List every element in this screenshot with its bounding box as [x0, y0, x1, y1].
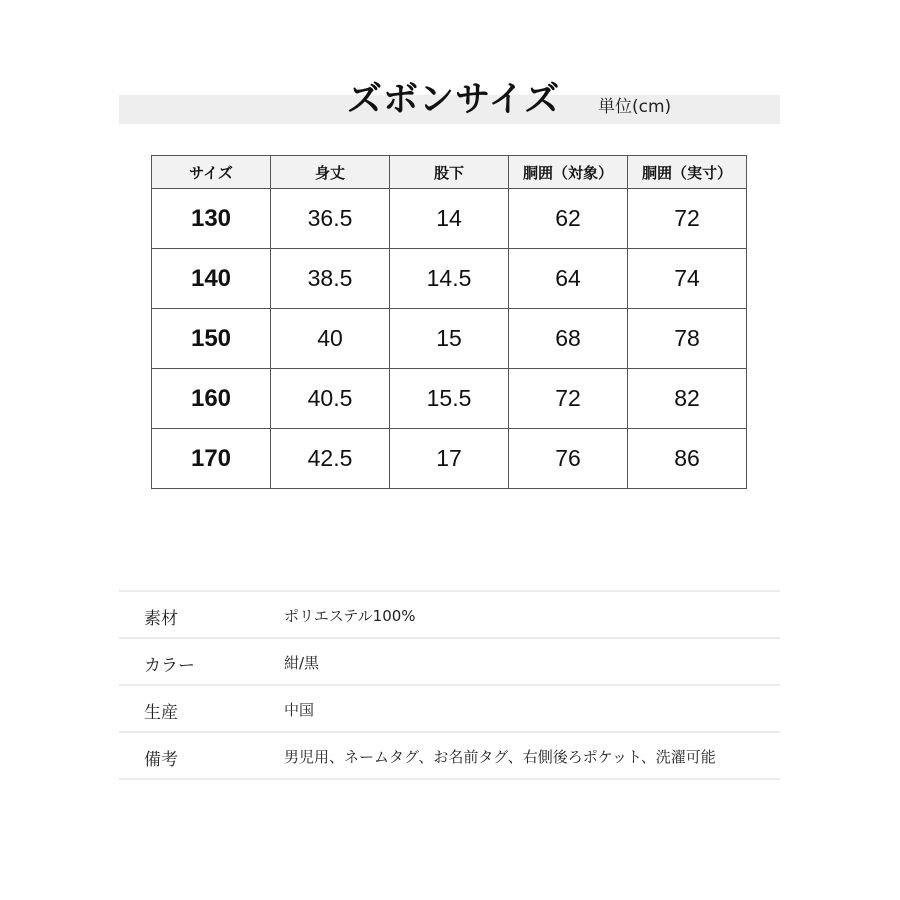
table-row — [152, 429, 747, 489]
cell-size: 130 — [152, 189, 271, 249]
cell-waist-target: 64 — [509, 249, 628, 309]
header-size: サイズ — [152, 156, 271, 189]
header-waist-target: 胴囲（対象） — [509, 156, 628, 189]
spec-row-material — [119, 590, 780, 637]
cell-length: 40.5 — [271, 369, 390, 429]
header-inseam: 股下 — [390, 156, 509, 189]
cell-waist-actual: 78 — [628, 309, 747, 369]
spec-row-origin — [119, 684, 780, 731]
spec-label: 生産 — [144, 703, 178, 723]
cell-length: 38.5 — [271, 249, 390, 309]
cell-waist-actual: 72 — [628, 189, 747, 249]
cell-waist-target: 68 — [509, 309, 628, 369]
spec-value: 男児用、ネームタグ、お名前タグ、右側後ろポケット、洗濯可能 — [284, 748, 716, 766]
header-length: 身丈 — [271, 156, 390, 189]
size-table — [151, 155, 747, 489]
spec-value: ポリエステル100% — [284, 607, 416, 625]
cell-inseam: 15 — [390, 309, 509, 369]
cell-length: 42.5 — [271, 429, 390, 489]
table-row — [152, 189, 747, 249]
cell-length: 36.5 — [271, 189, 390, 249]
spec-value: 紺/黒 — [284, 654, 320, 672]
cell-waist-target: 72 — [509, 369, 628, 429]
spec-label: 備考 — [144, 750, 178, 770]
cell-inseam: 17 — [390, 429, 509, 489]
spec-label: 素材 — [144, 609, 178, 629]
spec-row-notes — [119, 731, 780, 780]
table-header-row — [152, 156, 747, 189]
unit-label: 単位(cm) — [598, 97, 672, 117]
cell-size: 150 — [152, 309, 271, 369]
cell-waist-actual: 74 — [628, 249, 747, 309]
page-title: ズボンサイズ — [347, 80, 561, 120]
header-waist-actual: 胴囲（実寸） — [628, 156, 747, 189]
cell-waist-target: 76 — [509, 429, 628, 489]
spec-value: 中国 — [284, 701, 315, 719]
cell-waist-target: 62 — [509, 189, 628, 249]
cell-waist-actual: 86 — [628, 429, 747, 489]
spec-list — [119, 590, 780, 780]
cell-length: 40 — [271, 309, 390, 369]
spec-label: カラー — [144, 656, 195, 676]
table-row — [152, 369, 747, 429]
cell-inseam: 15.5 — [390, 369, 509, 429]
cell-inseam: 14 — [390, 189, 509, 249]
spec-row-color — [119, 637, 780, 684]
cell-size: 140 — [152, 249, 271, 309]
table-row — [152, 309, 747, 369]
cell-inseam: 14.5 — [390, 249, 509, 309]
cell-size: 170 — [152, 429, 271, 489]
table-row — [152, 249, 747, 309]
cell-size: 160 — [152, 369, 271, 429]
cell-waist-actual: 82 — [628, 369, 747, 429]
